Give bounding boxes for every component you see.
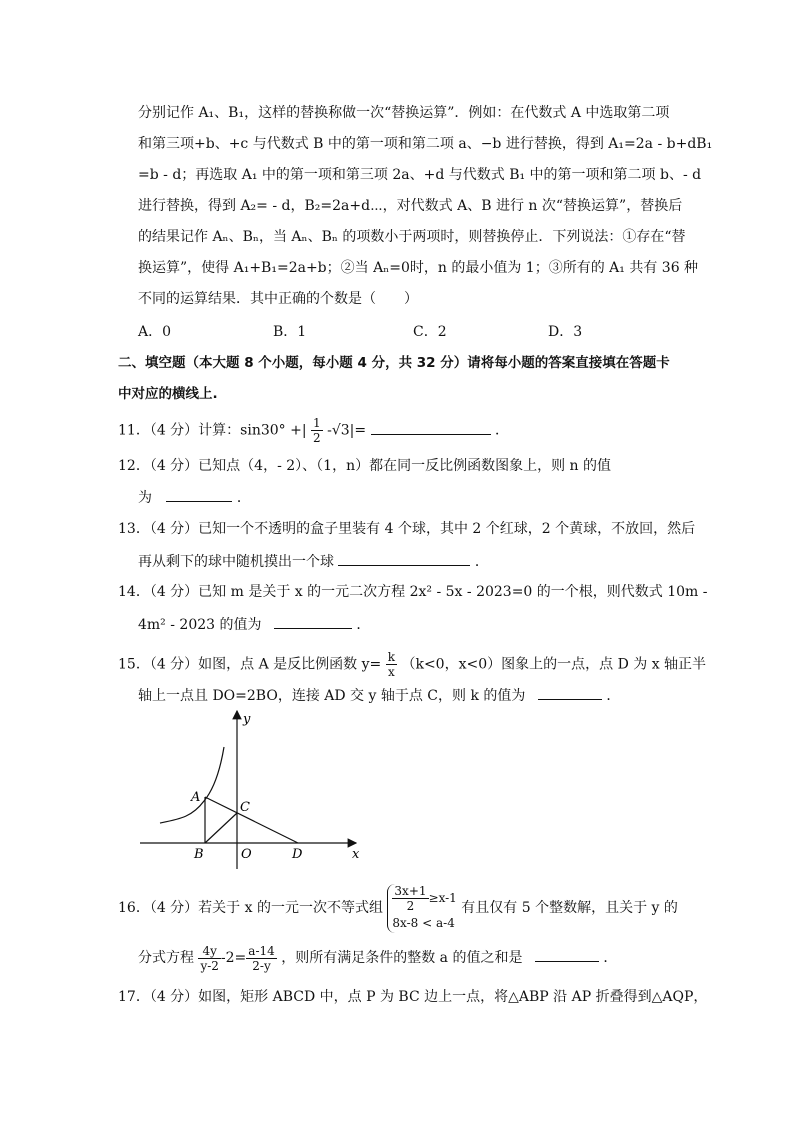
q16-frac-2-num: a-14 [248,943,275,958]
q10-line-4: 进行替换，得到 A₂= - d，B₂=2a+d⋯，对代数式 A、B 进行 n 次“替换运算”，替换后 [138,198,683,214]
q12-line-2 [138,487,251,508]
q13-end: ． [474,554,489,570]
q11-middle: -√3|= [327,422,367,439]
q15-answer-blank[interactable] [538,685,602,700]
q10-line-7: 不同的运算结果．其中正确的个数是（ ） [138,291,418,307]
q14-prefix: 4m² - 2023 的值为 [138,617,262,633]
q10-line-6: 换运算”，使得 A₁+B₁=2a+b；②当 Aₙ=0时，n 的最小值为 1；③所有的 A₁ 共有 36 种 [138,260,699,276]
q15-postfix: （k<0，x<0）图象上的一点，点 D 为 x 轴正半 [401,656,707,673]
q10-line-3: =b - d；再选取 A₁ 中的第一项和第三项 2a、+d 与代数式 B₁ 中的第一项和第二项 b、- d [138,167,702,183]
q12-end: ． [236,490,251,506]
q16-line2-postfix: ，则所有满足条件的整数 a 的值之和是 [281,950,523,966]
q15-prefix: 15．（4 分）如图，点 A 是反比例函数 y= [118,656,382,673]
q14-line-1: 14．（4 分）已知 m 是关于 x 的一元二次方程 2x² - 5x - 2023=0 的一个根，则代数式 10m - [118,584,708,600]
q11-end: ． [495,422,510,439]
section-heading-line-1: 二、填空题（本大题 8 个小题，每小题 4 分，共 32 分）请将每小题的答案直接填在答题卡 [118,355,670,371]
q11-fraction-den: 2 [313,431,321,445]
q15-prefix-2: 轴上一点且 DO=2BO，连接 AD 交 y 轴于点 C，则 k 的值为 [138,688,526,704]
segment-ad [205,797,298,843]
q12-prefix: 为 [138,490,152,506]
label-d: D [292,847,303,862]
q17-line-1: 17．（4 分）如图，矩形 ABCD 中，点 P 为 BC 边上一点，将△ABP 沿 AP 折叠得到△AQP， [118,989,708,1005]
q16-line-2 [138,940,617,976]
q10-line-1: 分别记作 A₁、B₁，这样的替换称做一次“替换运算”．例如：在代数式 A 中选取第二项 [138,105,670,121]
q14-answer-blank[interactable] [274,614,352,629]
q16-line-1 [118,878,678,938]
q10-option-d: D．3 [548,324,583,340]
q16-ineq-num: 3x+1 [394,883,427,898]
q13-line-1: 13．（4 分）已知一个不透明的盒子里装有 4 个球，其中 2 个红球，2 个黄球，不放回，然后 [118,521,696,537]
q11 [118,416,509,445]
q10-option-c: C．2 [413,324,447,340]
q11-fraction [311,416,323,445]
q15-fraction-num: k [387,650,396,664]
q16-frac-1-num: 4y [198,944,220,959]
q15-fraction [386,650,397,679]
q15-line-2 [138,685,620,706]
q16-frac-2 [246,944,276,973]
q10-option-a: A．0 [138,324,172,340]
q15-figure [130,705,380,875]
q16-end: ． [603,950,618,966]
q16-answer-blank[interactable] [535,947,599,962]
q15-fraction-den: x [387,665,395,679]
q16-ineq-fraction [392,884,428,913]
label-b: B [194,847,204,862]
q16-ineq-rest: ≥x-1 [428,890,457,905]
q16-line2-prefix: 分式方程 [138,950,194,966]
label-o: O [241,847,252,862]
q12-line-1: 12．（4 分）已知点（4，- 2）、（1，n）都在同一反比例函数图象上，则 n 的值 [118,458,612,474]
q16-frac-1 [198,944,220,973]
q16-frac-2-den: 2-y [252,958,271,973]
label-x: x [352,847,360,862]
q16-postfix: 有且仅有 5 个整数解，且关于 y 的 [461,900,678,916]
q16-prefix: 16．（4 分）若关于 x 的一元一次不等式组 [118,900,383,916]
q10-option-b: B．1 [273,324,307,340]
segment-bc [205,813,237,843]
label-a: A [191,790,201,805]
section-heading-line-2: 中对应的横线上. [118,386,218,402]
q16-inequality-system [387,884,456,933]
q13-answer-blank[interactable] [338,551,470,566]
label-y: y [243,712,251,727]
q10-line-2: 和第三项+b、+c 与代数式 B 中的第一项和第二项 a、−b 进行替换，得到 A₁=2a - b+dB₁ [138,136,713,152]
q16-inequality-2: 8x-8 < a-4 [392,915,455,930]
label-c: C [240,800,250,815]
q16-frac-1-den: y-2 [200,958,219,973]
q12-answer-blank[interactable] [166,487,232,502]
q15-end: ． [606,688,621,704]
q13-prefix: 再从剩下的球中随机摸出一个球 [138,554,334,570]
q14-end: ． [356,617,371,633]
q11-fraction-num: 1 [313,416,321,430]
q10-line-5: 的结果记作 Aₙ、Bₙ，当 Aₙ、Bₙ 的项数小于两项时，则替换停止．下列说法：①存在“替 [138,229,686,245]
q15-line-1 [118,650,706,679]
q14-line-2 [138,614,370,635]
q16-inequality-1 [392,884,456,913]
q16-ineq-den: 2 [406,898,415,913]
q13-line-2 [138,551,489,572]
q11-prefix: 11．（4 分）计算：sin30° +| [118,422,307,439]
q11-answer-blank[interactable] [371,420,491,435]
hyperbola-curve [160,747,224,823]
q16-mid: -2= [220,950,247,966]
